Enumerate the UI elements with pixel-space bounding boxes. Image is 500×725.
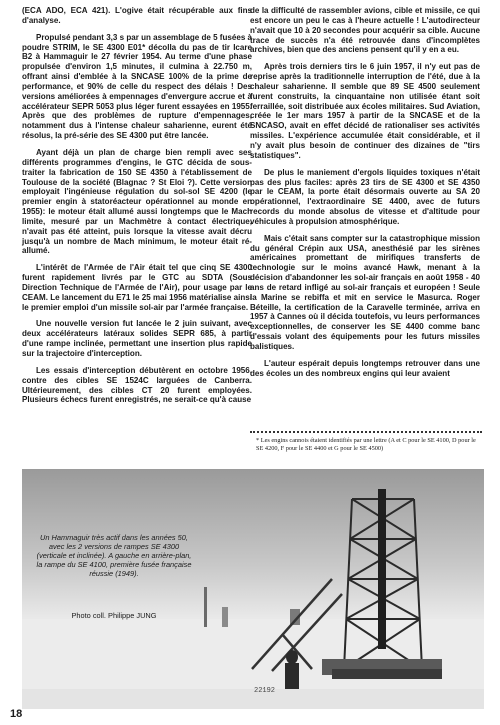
paragraph: Les essais d'interception débutèrent en octobre 1956, contre des cibles SE 1524C larguées de Canberra. Ultérieurement, des cibles CT 20 furent employées. Plusieurs échecs furent enregistrés, ne serait-ce qu'à cause (22, 365, 252, 405)
paragraph: Propulsé pendant 3,3 s par un assemblage de 5 fusées à poudre STRIM, le SE 4300 E01* décolla du pas de tir Icare B2 à Hammaguir le 27 février 1954. Au terme d'une phase propulsée d'environ 1,5 minutes, il culmina à 22.750 m, offrant ainsi d'emblée à la SNCASE 100% de la prime de performance, et 90% de celle du respect des délais ! Des versions améliorées à empennages d'envergure accrue et à accélérateur SEPR 5053 plus léger furent essayées en 1955. Après que des problèmes de rupture d'empennages, notamment dus à l'intense chaleur saharienne, eurent été résolus, la pré-série des SE 4300 put être lancée. (22, 32, 253, 141)
paragraph: Après trois derniers tirs le 6 juin 1957, il n'y eut pas de reprise après la traditionnelle interruption de l'été, due à la chaleur saharienne. Il semble que 89 SE 4500 seulement furent construits, la cinquantaine non utilisée étant soit ferraillée, soit distribuée aux écoles militaires. Sud Aviation, créée le 1er mars 1957 à partir de la SNCASE et de la SNCASO, avait en effet décidé de rationaliser ses activités missiles. L'expérience accumulée était considérable, et il n'y avait plus besoin de continuer des dizaines de "tirs statistiques". (250, 62, 480, 160)
paragraph: de la difficulté de rassembler avions, cible et missile, ce qui est encore un peu le cas à l'heure actuelle ! L'autodirecteur n'avait que 10 à 20 secondes pour acquérir sa cible. Aucune trace de succès n'a été retrouvée dans d'incomplètes archives, bien que des anciens pensent qu'il y en a eu. (250, 6, 480, 55)
article-column-left (22, 6, 252, 412)
paragraph: L'intérêt de l'Armée de l'Air était tel que cinq SE 4300 furent rapidement livrés par le GTC au SDTA (Sous Direction Technique de l'Armée de l'Air), pour usage par le CEAM. Le lancement du E71 le 25 mai 1956 matérialise ainsi le premier emploi d'un missile sol-air par l'armée française. (22, 263, 252, 312)
launch-ramp-illustration (22, 469, 484, 709)
page-number: 18 (10, 708, 23, 720)
paragraph: De plus le maniement d'ergols liquides toxiques n'était pas des plus faciles: après 23 tirs de SE 4300 et SE 4350 par le CEAM, la porte était désormais ouverte au SA 20 opérationnel, l'extraordinaire SE 4400, avec de futurs records du monde absolus de vitesse et d'altitude pour véhicules à propulsion atmosphérique. (250, 167, 480, 226)
paragraph: (ECA ADO, ECA 421). L'ogive était récupérable aux fins d'analyse. (22, 6, 252, 25)
article-column-right (250, 6, 480, 386)
paragraph: Ayant déjà un plan de charge bien rempli avec ses différents programmes d'engins, le GTC décida de sous-traiter la fabrication de 150 SE 4350 à l'établissement de Toulouse de la société (Blagnac ? St Eloi ?). Cette version employait l'ingénieuse régulation du sol-sol SE 4200 (le premier engin à statoréacteur opérationnel au monde en 1955): le moteur était allumé aussi longtemps que le Mach limite, mesuré par un Machmètre à contact électrique, n'avait pas été atteint, puis lorsque la vitesse avait décru jusqu'à un nombre de Mach minimum, le moteur était ré-allumé. (22, 147, 252, 256)
launch-site-photo (22, 469, 484, 709)
paragraph: L'auteur espérait depuis longtemps retrouver dans une des écoles un des nombreux engins qui leur avaient (250, 358, 480, 378)
dotted-separator (250, 431, 482, 433)
footnote: * Les engins cannois étaient identifiés par une lettre (A et C pour le SE 4100, D pour le SE 4200, F pour le SE 4400 et G pour le SE 4500) (256, 437, 476, 452)
paragraph: Mais c'était sans compter sur la catastrophique mission du général Crépin aux USA, anesthésié par les sirènes américaines promettant de mirifiques transferts de technologie sur le moins avancé Hawk, menant à la décision d'abandonner les sol-air français en août 1958 - 40 ans de retard infligé au sol-air français et européen ! Seule la Marine se rebiffa et mit en service le Masurca. Roger Béteille, la certification de la Caravelle terminée, arriva en 1957 à Cannes où il décida toutefois, vu leurs performances exceptionnelles, de conserver les SE 4400 comme banc d'essais volant des équipements pour les futurs missiles balistiques. (250, 233, 480, 351)
paragraph: Une nouvelle version fut lancée le 2 juin suivant, avec deux accélérateurs latéraux solides SEPR 685, à partir d'une rampe inclinée, permettant une insertion plus rapide sur la trajectoire d'interception. (22, 319, 252, 358)
photo-number: 22192 (254, 687, 276, 695)
photo-caption: Un Hammaguir très actif dans les années 50, avec les 2 versions de rampes SE 4300 (verticale et inclinée). A gauche en arrière-plan, la rampe du SE 4100, première fusée française réussie (1949). (36, 533, 192, 578)
photo-credit: Photo coll. Philippe JUNG (71, 611, 157, 620)
